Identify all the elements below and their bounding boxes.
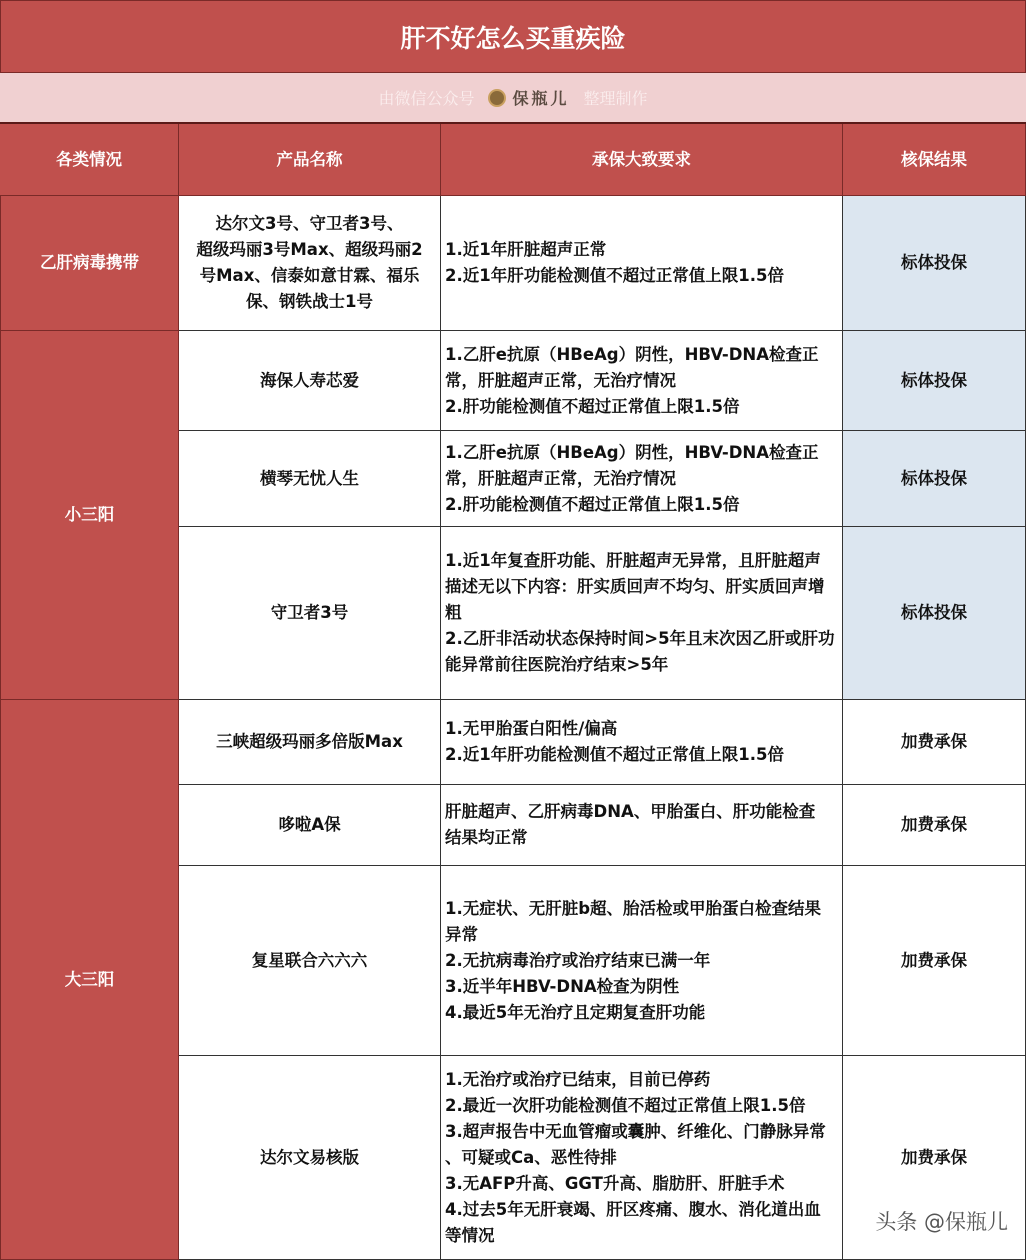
result: 标体投保 xyxy=(843,527,1026,700)
result: 加费承保 xyxy=(843,1056,1026,1260)
subtitle-prefix: 由微信公众号 xyxy=(378,89,475,108)
avatar-icon xyxy=(488,89,506,107)
insurance-table xyxy=(0,124,1026,1260)
product-name: 海保人寿芯爱 xyxy=(179,331,441,431)
requirements: 1.近1年肝脏超声正常 2.近1年肝功能检测值不超过正常值上限1.5倍 xyxy=(441,196,843,331)
requirements: 1.无症状、无肝脏b超、胎活检或甲胎蛋白检查结果 异常 2.无抗病毒治疗或治疗结束已满一年 3.近半年HBV-DNA检查为阴性 4.最近5年无治疗且定期复查肝功能 xyxy=(441,866,843,1056)
result: 加费承保 xyxy=(843,785,1026,866)
requirements: 1.无甲胎蛋白阳性/偏高 2.近1年肝功能检测值不超过正常值上限1.5倍 xyxy=(441,700,843,785)
subtitle-suffix: 整理制作 xyxy=(583,89,648,108)
subtitle-bar xyxy=(0,73,1026,124)
watermark: 头条 @保瓶儿 xyxy=(875,1210,1008,1234)
result: 标体投保 xyxy=(843,431,1026,527)
product-name: 复星联合六六六 xyxy=(179,866,441,1056)
category-cell: 大三阳 xyxy=(0,700,179,1260)
requirements: 肝脏超声、乙肝病毒DNA、甲胎蛋白、肝功能检查 结果均正常 xyxy=(441,785,843,866)
category-cell: 小三阳 xyxy=(0,331,179,700)
product-name: 达尔文易核版 xyxy=(179,1056,441,1260)
page-title: 肝不好怎么买重疾险 xyxy=(0,0,1026,73)
requirements: 1.乙肝e抗原（HBeAg）阴性，HBV-DNA检查正 常，肝脏超声正常，无治疗情况 2.肝功能检测值不超过正常值上限1.5倍 xyxy=(441,431,843,527)
product-name: 三峡超级玛丽多倍版Max xyxy=(179,700,441,785)
header-result: 核保结果 xyxy=(843,124,1026,196)
result: 加费承保 xyxy=(843,866,1026,1056)
product-name: 哆啦A保 xyxy=(179,785,441,866)
requirements: 1.近1年复查肝功能、肝脏超声无异常，且肝脏超声 描述无以下内容：肝实质回声不均匀、肝实质回声增 粗 2.乙肝非活动状态保持时间>5年且末次因乙肝或肝功 能异常前往医院治疗结束>5年 xyxy=(441,527,843,700)
product-name: 横琴无忧人生 xyxy=(179,431,441,527)
product-name: 达尔文3号、守卫者3号、 超级玛丽3号Max、超级玛丽2 号Max、信泰如意甘霖、福乐 保、钢铁战士1号 xyxy=(179,196,441,331)
result: 标体投保 xyxy=(843,196,1026,331)
brand-name: 保瓶儿 xyxy=(512,89,570,108)
header-requirements: 承保大致要求 xyxy=(441,124,843,196)
requirements: 1.无治疗或治疗已结束，目前已停药 2.最近一次肝功能检测值不超过正常值上限1.5倍 3.超声报告中无血管瘤或囊肿、纤维化、门静脉异常 、可疑或Ca、恶性待排 3.无AFP升高、GGT升高、脂肪肝、肝脏手术 4.过去5年无肝衰竭、肝区疼痛、腹水、消化道出血 等情况 xyxy=(441,1056,843,1260)
result: 加费承保 xyxy=(843,700,1026,785)
result: 标体投保 xyxy=(843,331,1026,431)
header-product: 产品名称 xyxy=(179,124,441,196)
brand xyxy=(488,86,569,109)
category-cell: 乙肝病毒携带 xyxy=(0,196,179,331)
requirements: 1.乙肝e抗原（HBeAg）阴性，HBV-DNA检查正 常，肝脏超声正常，无治疗情况 2.肝功能检测值不超过正常值上限1.5倍 xyxy=(441,331,843,431)
product-name: 守卫者3号 xyxy=(179,527,441,700)
header-category: 各类情况 xyxy=(0,124,179,196)
